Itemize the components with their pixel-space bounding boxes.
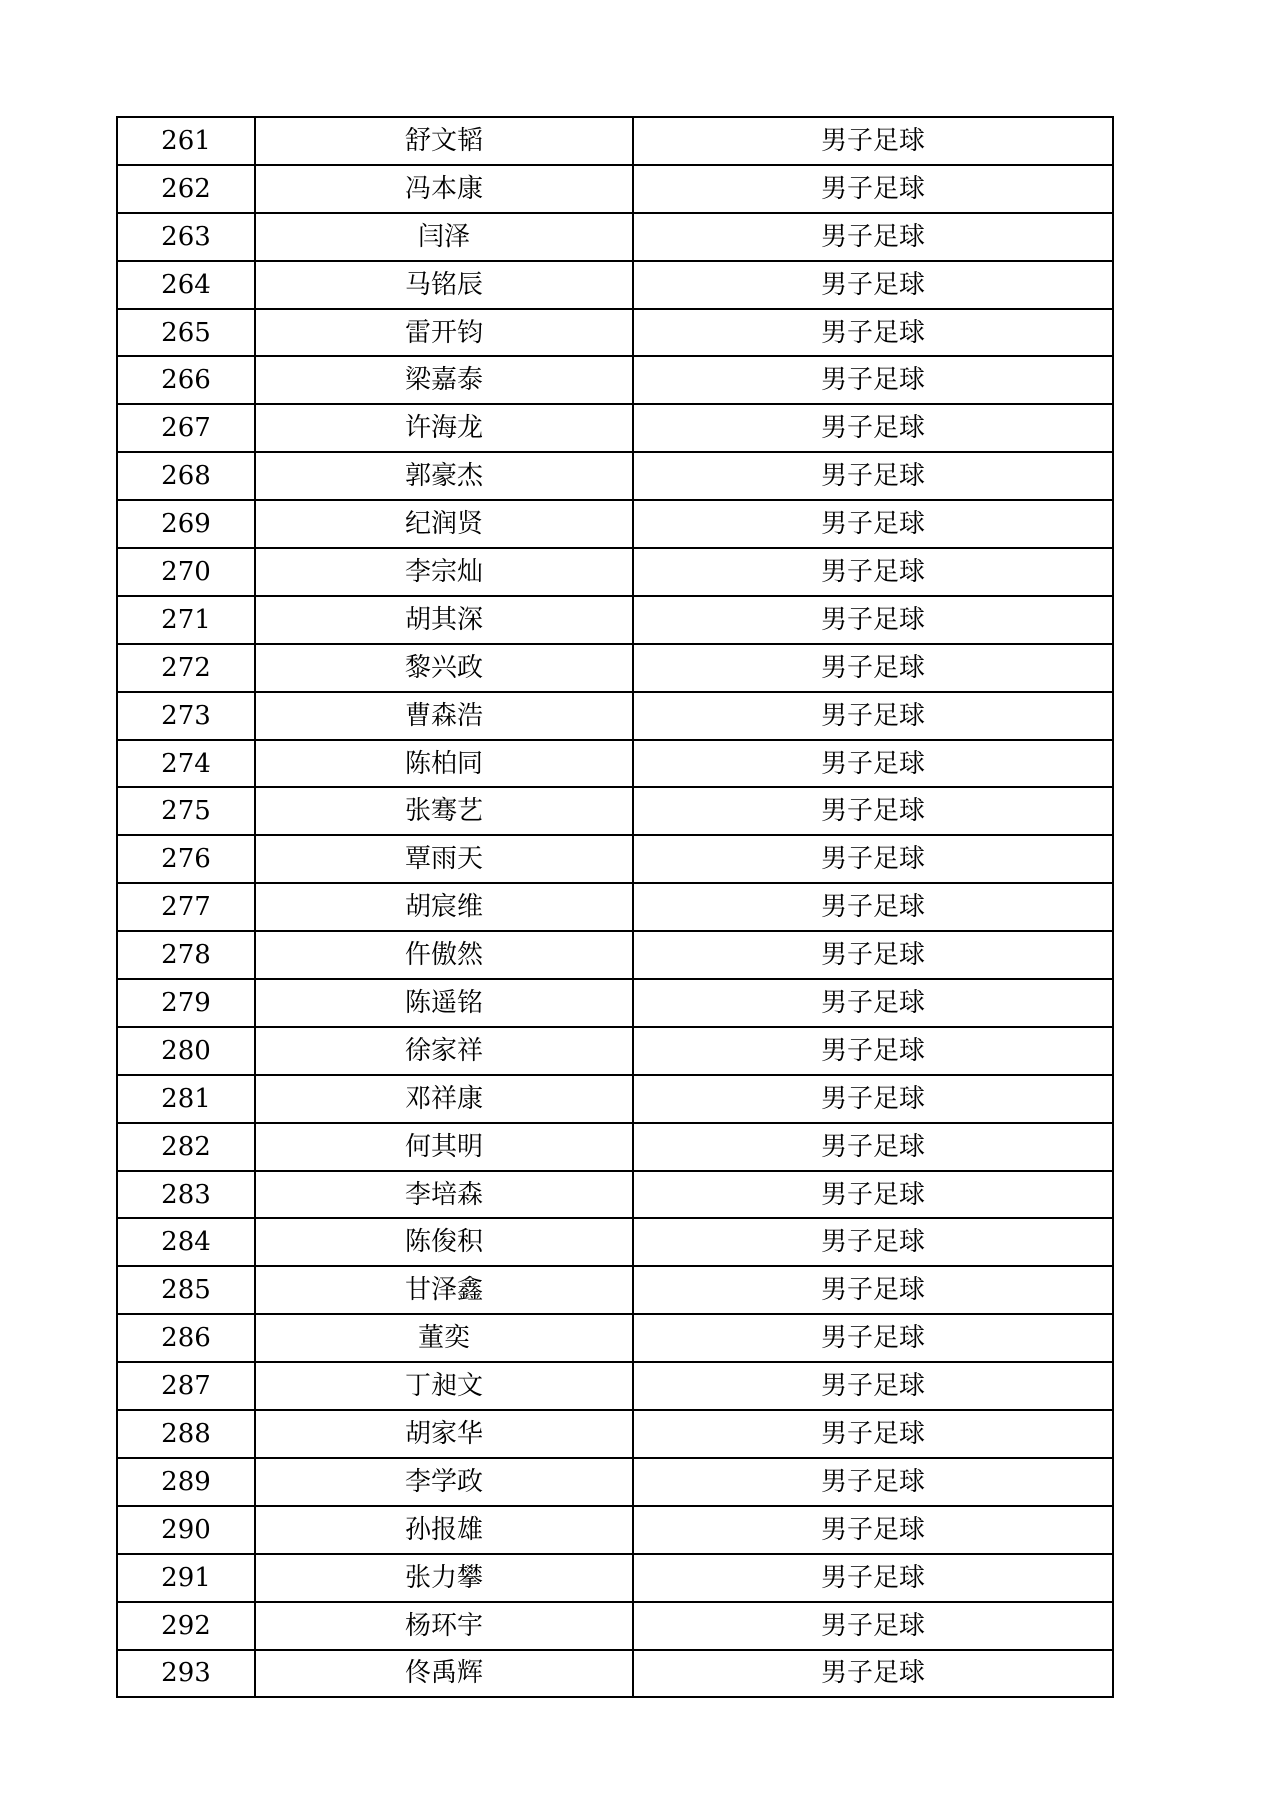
event-cell: 男子足球 [633, 1362, 1113, 1410]
event-cell: 男子足球 [633, 883, 1113, 931]
event-cell: 男子足球 [633, 1602, 1113, 1650]
row-number-cell: 290 [117, 1506, 255, 1554]
row-number-cell: 271 [117, 596, 255, 644]
athlete-name-cell: 曹森浩 [255, 692, 633, 740]
table-row [117, 1650, 1113, 1698]
table-row [117, 1458, 1113, 1506]
row-number-cell: 265 [117, 309, 255, 357]
athlete-name-cell: 陈遥铭 [255, 979, 633, 1027]
table-row [117, 979, 1113, 1027]
row-number-cell: 285 [117, 1266, 255, 1314]
event-cell: 男子足球 [633, 1027, 1113, 1075]
event-cell: 男子足球 [633, 213, 1113, 261]
table-row [117, 404, 1113, 452]
table-row [117, 931, 1113, 979]
athlete-name-cell: 李学政 [255, 1458, 633, 1506]
row-number-cell: 281 [117, 1075, 255, 1123]
athlete-name-cell: 杨环宇 [255, 1602, 633, 1650]
table-row [117, 117, 1113, 165]
row-number-cell: 286 [117, 1314, 255, 1362]
athlete-name-cell: 雷开钧 [255, 309, 633, 357]
athlete-name-cell: 舒文韬 [255, 117, 633, 165]
event-cell: 男子足球 [633, 1554, 1113, 1602]
roster-table [116, 116, 1114, 1698]
table-row [117, 1027, 1113, 1075]
row-number-cell: 283 [117, 1171, 255, 1219]
table-row [117, 692, 1113, 740]
row-number-cell: 263 [117, 213, 255, 261]
table-row [117, 1602, 1113, 1650]
table-row [117, 787, 1113, 835]
row-number-cell: 292 [117, 1602, 255, 1650]
event-cell: 男子足球 [633, 1266, 1113, 1314]
event-cell: 男子足球 [633, 1650, 1113, 1698]
row-number-cell: 267 [117, 404, 255, 452]
athlete-name-cell: 董奕 [255, 1314, 633, 1362]
athlete-name-cell: 胡家华 [255, 1410, 633, 1458]
table-row [117, 644, 1113, 692]
event-cell: 男子足球 [633, 165, 1113, 213]
athlete-name-cell: 丁昶文 [255, 1362, 633, 1410]
row-number-cell: 293 [117, 1650, 255, 1698]
event-cell: 男子足球 [633, 596, 1113, 644]
athlete-name-cell: 张力攀 [255, 1554, 633, 1602]
table-row [117, 1171, 1113, 1219]
athlete-name-cell: 邓祥康 [255, 1075, 633, 1123]
table-row [117, 1075, 1113, 1123]
event-cell: 男子足球 [633, 117, 1113, 165]
row-number-cell: 268 [117, 452, 255, 500]
event-cell: 男子足球 [633, 1314, 1113, 1362]
athlete-name-cell: 仵傲然 [255, 931, 633, 979]
event-cell: 男子足球 [633, 500, 1113, 548]
athlete-name-cell: 张骞艺 [255, 787, 633, 835]
athlete-name-cell: 郭豪杰 [255, 452, 633, 500]
athlete-name-cell: 马铭辰 [255, 261, 633, 309]
athlete-name-cell: 纪润贤 [255, 500, 633, 548]
athlete-name-cell: 李培森 [255, 1171, 633, 1219]
athlete-name-cell: 徐家祥 [255, 1027, 633, 1075]
athlete-name-cell: 何其明 [255, 1123, 633, 1171]
event-cell: 男子足球 [633, 835, 1113, 883]
row-number-cell: 275 [117, 787, 255, 835]
athlete-name-cell: 李宗灿 [255, 548, 633, 596]
table-row [117, 835, 1113, 883]
table-row [117, 1362, 1113, 1410]
table-row [117, 1410, 1113, 1458]
table-row [117, 356, 1113, 404]
event-cell: 男子足球 [633, 452, 1113, 500]
event-cell: 男子足球 [633, 1218, 1113, 1266]
event-cell: 男子足球 [633, 404, 1113, 452]
event-cell: 男子足球 [633, 692, 1113, 740]
row-number-cell: 264 [117, 261, 255, 309]
event-cell: 男子足球 [633, 1123, 1113, 1171]
row-number-cell: 279 [117, 979, 255, 1027]
athlete-name-cell: 陈俊积 [255, 1218, 633, 1266]
table-row [117, 883, 1113, 931]
event-cell: 男子足球 [633, 261, 1113, 309]
row-number-cell: 266 [117, 356, 255, 404]
row-number-cell: 276 [117, 835, 255, 883]
event-cell: 男子足球 [633, 309, 1113, 357]
table-row [117, 213, 1113, 261]
athlete-name-cell: 许海龙 [255, 404, 633, 452]
table-row [117, 1554, 1113, 1602]
athlete-name-cell: 甘泽鑫 [255, 1266, 633, 1314]
athlete-name-cell: 陈柏同 [255, 740, 633, 788]
table-row [117, 548, 1113, 596]
table-row [117, 1218, 1113, 1266]
event-cell: 男子足球 [633, 787, 1113, 835]
table-row [117, 1266, 1113, 1314]
event-cell: 男子足球 [633, 1075, 1113, 1123]
athlete-name-cell: 梁嘉泰 [255, 356, 633, 404]
row-number-cell: 288 [117, 1410, 255, 1458]
row-number-cell: 291 [117, 1554, 255, 1602]
table-row [117, 500, 1113, 548]
row-number-cell: 270 [117, 548, 255, 596]
table-row [117, 452, 1113, 500]
athlete-name-cell: 覃雨天 [255, 835, 633, 883]
athlete-name-cell: 冯本康 [255, 165, 633, 213]
row-number-cell: 261 [117, 117, 255, 165]
event-cell: 男子足球 [633, 548, 1113, 596]
table-row [117, 1506, 1113, 1554]
athlete-name-cell: 佟禹辉 [255, 1650, 633, 1698]
table-row [117, 596, 1113, 644]
event-cell: 男子足球 [633, 1410, 1113, 1458]
event-cell: 男子足球 [633, 931, 1113, 979]
event-cell: 男子足球 [633, 644, 1113, 692]
event-cell: 男子足球 [633, 979, 1113, 1027]
row-number-cell: 278 [117, 931, 255, 979]
event-cell: 男子足球 [633, 356, 1113, 404]
table-row [117, 309, 1113, 357]
row-number-cell: 262 [117, 165, 255, 213]
table-row [117, 740, 1113, 788]
athlete-name-cell: 孙报雄 [255, 1506, 633, 1554]
row-number-cell: 289 [117, 1458, 255, 1506]
row-number-cell: 280 [117, 1027, 255, 1075]
event-cell: 男子足球 [633, 1506, 1113, 1554]
row-number-cell: 282 [117, 1123, 255, 1171]
row-number-cell: 273 [117, 692, 255, 740]
row-number-cell: 287 [117, 1362, 255, 1410]
athlete-name-cell: 胡宸维 [255, 883, 633, 931]
row-number-cell: 274 [117, 740, 255, 788]
row-number-cell: 277 [117, 883, 255, 931]
table-row [117, 1314, 1113, 1362]
athlete-name-cell: 闫泽 [255, 213, 633, 261]
row-number-cell: 284 [117, 1218, 255, 1266]
table-row [117, 261, 1113, 309]
event-cell: 男子足球 [633, 1171, 1113, 1219]
athlete-name-cell: 黎兴政 [255, 644, 633, 692]
row-number-cell: 269 [117, 500, 255, 548]
event-cell: 男子足球 [633, 740, 1113, 788]
athlete-name-cell: 胡其深 [255, 596, 633, 644]
event-cell: 男子足球 [633, 1458, 1113, 1506]
table-row [117, 1123, 1113, 1171]
table-row [117, 165, 1113, 213]
roster-table-body [117, 117, 1113, 1697]
row-number-cell: 272 [117, 644, 255, 692]
